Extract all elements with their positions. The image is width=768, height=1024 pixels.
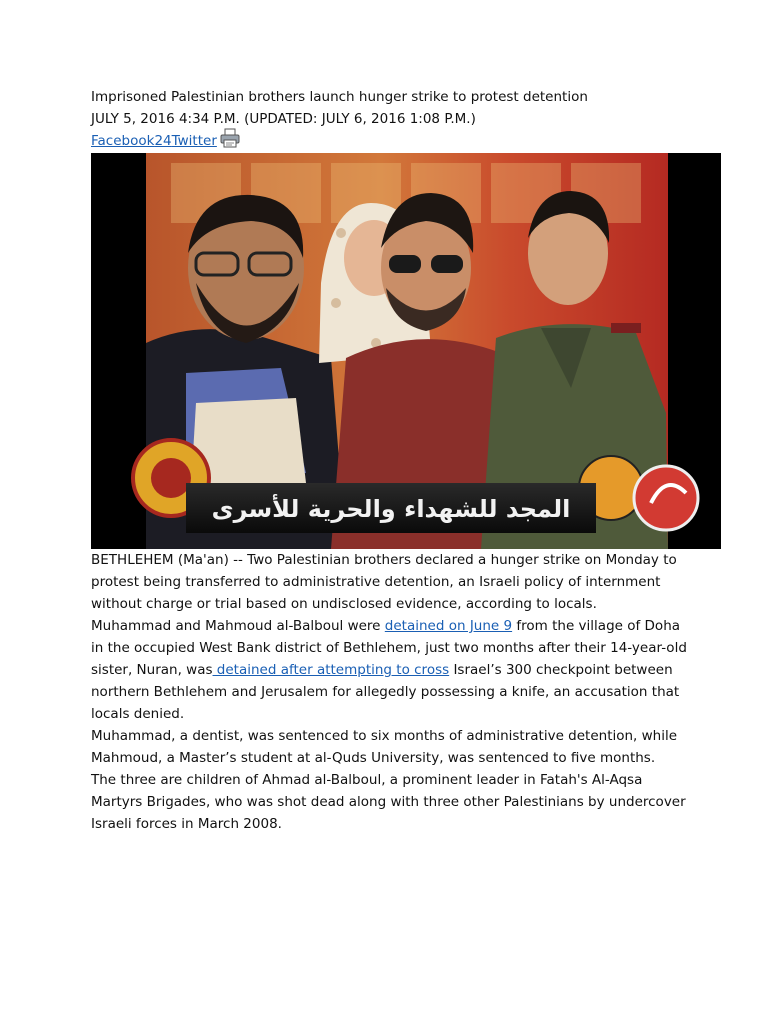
printer-icon[interactable]: [219, 128, 241, 148]
paragraph-2-text-b: from the village of Doha in the occupied West Bank district of Bethlehem, just two months after their 14-year-old sister, Nuran, was: [91, 618, 687, 678]
facebook-link[interactable]: [91, 130, 217, 152]
paragraph-4: The three are children of Ahmad al-Balboul, a prominent leader in Fatah's Al-Aqsa Martyrs Brigades, who was shot dead along with three other Palestinians by undercover Israeli forces in March 2008.: [91, 772, 686, 832]
article-page: [91, 86, 691, 835]
article-body: [91, 549, 691, 835]
paragraph-2-text-c: Israel’s 300 checkpoint between northern Bethlehem and Jerusalem for allegedly possessing a knife, an accusation that locals denied.: [91, 662, 680, 722]
article-photo: [91, 153, 721, 549]
paragraph-1: BETHLEHEM (Ma'an) -- Two Palestinian brothers declared a hunger strike on Monday to protest being transferred to administrative detention, an Israeli policy of internment without charge or trial based on undisclosed evidence, according to locals.: [91, 552, 677, 612]
paragraph-2-text-a: Muhammad and Mahmoud al-Balboul were: [91, 618, 385, 634]
share-row: [91, 130, 691, 152]
article-headline: Imprisoned Palestinian brothers launch hunger strike to protest detention: [91, 89, 588, 105]
paragraph-2: [91, 615, 691, 725]
detained-after-attempting-link[interactable]: detained after attempting to cross: [212, 662, 450, 678]
detained-on-june-9-link[interactable]: detained on June 9: [384, 618, 513, 634]
photo-banner-text: المجد للشهداء والحرية للأسرى: [211, 495, 571, 523]
twitter-label: Twitter: [171, 133, 217, 149]
facebook-share-count: 24: [154, 133, 172, 149]
article-dateline: JULY 5, 2016 4:34 P.M. (UPDATED: JULY 6, 2016 1:08 P.M.): [91, 111, 476, 127]
paragraph-3: Muhammad, a dentist, was sentenced to six months of administrative detention, while Mahmoud, a Master’s student at al-Quds University, was sentenced to five months.: [91, 728, 678, 766]
facebook-label: Facebook: [91, 133, 155, 149]
